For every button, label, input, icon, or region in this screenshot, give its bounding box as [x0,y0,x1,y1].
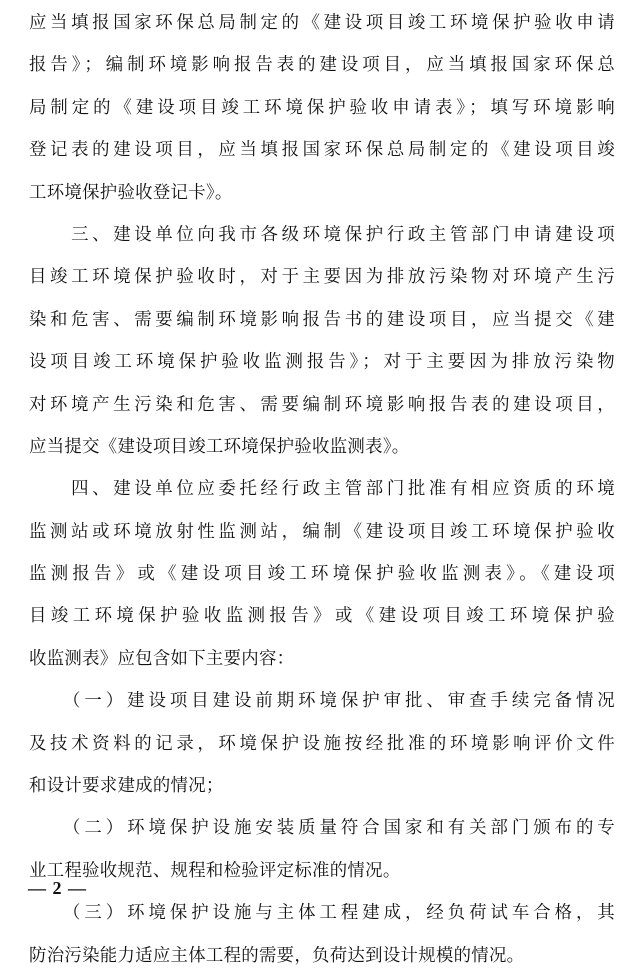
text-line: 及技术资料的记录，环境保护设施按经批准的环境影响评价文件 [29,733,615,754]
text-line: （三）环境保护设施与主体工程建成，经负荷试车合格，其 [29,903,615,924]
text-line: 局制定的《建设项目竣工环境保护验收申请表》；填写环境影响 [29,97,615,118]
text-line: 目竣工环境保护验收监测报告》或《建设项目竣工环境保护验 [29,606,615,627]
text-line: 三、建设单位向我市各级环境保护行政主管部门申请建设项 [29,224,615,245]
text-line: 监测站或环境放射性监测站，编制《建设项目竣工环境保护验收 [29,521,615,542]
text-line: 目竣工环境保护验收时，对于主要因为排放污染物对环境产生污 [29,267,615,288]
text-line: 工环境保护验收登记卡》。 [29,182,233,203]
text-line: 应当填报国家环保总局制定的《建设项目竣工环境保护验收申请 [29,13,615,33]
text-line: 设项目竣工环境保护验收监测报告》；对于主要因为排放污染物 [29,352,615,373]
page-number: — 2 — [28,878,87,898]
text-line: 和设计要求建成的情况； [29,776,224,797]
text-line: 登记表的建设项目，应当填报国家环保总局制定的《建设项目竣 [29,140,615,161]
text-line: 收监测表》应包含如下主要内容： [29,648,295,669]
text-line: （一）建设项目建设前期环境保护审批、审查手续完备情况 [29,691,615,712]
text-line: 对环境产生污染和危害、需要编制环境影响报告表的建设项目， [29,394,615,415]
text-line: 监测报告》或《建设项目竣工环境保护验收监测表》。《建设项 [29,564,615,585]
text-line: 应当提交《建设项目竣工环境保护验收监测表》。 [29,436,410,457]
text-line: 四、建设单位应委托经行政主管部门批准有相应资质的环境 [29,479,615,500]
body-text [29,2,615,977]
text-line: 业工程验收规范、规程和检验评定标准的情况。 [29,860,401,881]
text-line: （二）环境保护设施安装质量符合国家和有关部门颁布的专 [29,818,615,839]
text-line: 染和危害、需要编制环境影响报告书的建设项目，应当提交《建 [29,309,615,330]
text-line: 防治污染能力适应主体工程的需要，负荷达到设计规模的情况。 [29,945,525,966]
text-line: 报告》；编制环境影响报告表的建设项目，应当填报国家环保总 [29,55,615,76]
